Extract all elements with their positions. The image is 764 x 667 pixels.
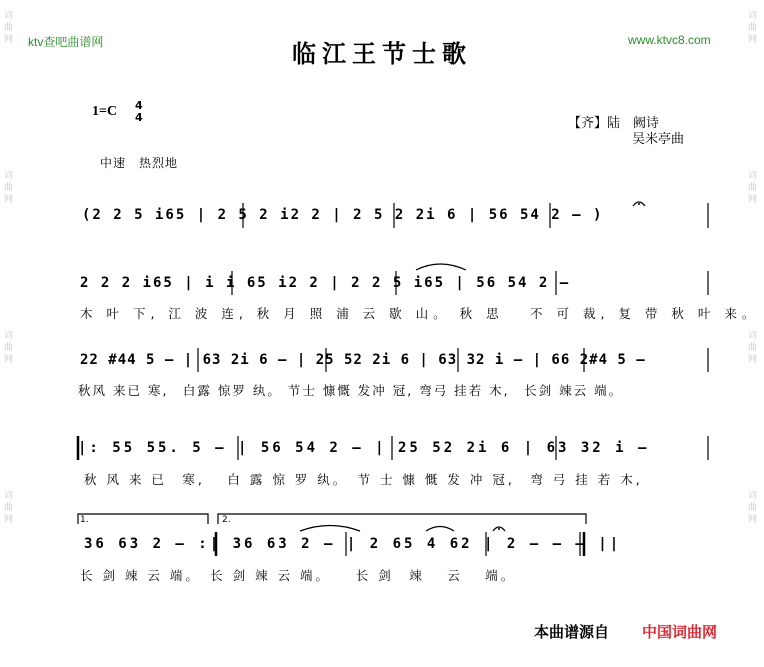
wm-char: 网 xyxy=(4,35,14,45)
wm-char: 网 xyxy=(4,515,14,525)
lyricist-credit: 【齐】陆 阙诗 xyxy=(568,116,660,131)
wm-char: 词 xyxy=(748,171,758,181)
watermark-left-4 xyxy=(4,490,13,526)
wm-char: 曲 xyxy=(4,183,14,193)
score-line-4-notes: |: 55 55. 5 – | 56 54 2 – | 25 52 2i 6 | 63 32 i – xyxy=(78,440,650,456)
composer-credit: 吴米亭曲 xyxy=(632,132,685,147)
wm-char: 网 xyxy=(748,35,758,45)
watermark-right-3 xyxy=(748,330,757,366)
watermark-right-2 xyxy=(748,170,757,206)
watermark-right-4 xyxy=(748,490,757,526)
wm-char: 网 xyxy=(748,515,758,525)
source-site-link[interactable]: 中国词曲网 xyxy=(642,623,718,641)
volta-1-label: 1. xyxy=(80,515,89,525)
wm-char: 词 xyxy=(748,11,758,21)
score-line-5-notes: 36 63 2 – :| 36 63 2 – | 2 65 4 62 | 2 – – – || xyxy=(84,536,622,552)
wm-char: 词 xyxy=(4,331,14,341)
wm-char: 网 xyxy=(748,355,758,365)
wm-char: 曲 xyxy=(748,343,758,353)
wm-char: 网 xyxy=(748,195,758,205)
score-line-3-notes: 22 #44 5 – | 63 2i 6 – | 25 52 2i 6 | 63 32 i – | 66 2#4 5 – xyxy=(80,352,646,368)
site-name-left: ktv查吧曲谱网 xyxy=(28,35,104,49)
source-label: 本曲谱源自 xyxy=(534,623,610,641)
score-line-3-lyrics: 秋风 来已 寒, 白露 惊罗 纨。 节士 慷慨 发冲 冠, 弯弓 挂若 木, 长剑 竦云 端。 xyxy=(78,383,624,398)
score-line-2-lyrics: 木 叶 下, 江 波 连, 秋 月 照 浦 云 歇 山。 秋 思 不 可 裁, 复 带 秋 叶 来。 xyxy=(80,306,760,321)
wm-char: 曲 xyxy=(748,183,758,193)
score-line-4-lyrics: 秋 风 来 已 寒, 白 露 惊 罗 纨。 节 士 慷 慨 发 冲 冠, 弯 弓 挂 若 木, xyxy=(84,472,643,487)
volta-2-label: 2. xyxy=(222,515,231,525)
wm-char: 词 xyxy=(4,171,14,181)
wm-char: 网 xyxy=(4,355,14,365)
page-title: 临江王节士歌 xyxy=(292,40,472,68)
wm-char: 词 xyxy=(4,11,14,21)
wm-char: 网 xyxy=(4,195,14,205)
score-line-5-lyrics: 长 剑 竦 云 端。 长 剑 竦 云 端。 长 剑 竦 云 端。 xyxy=(80,568,517,583)
score-line-2-notes: 2 2 2 i65 | i i 65 i2 2 | 2 2 5 i65 | 56 54 2 – xyxy=(80,275,571,291)
time-signature-bottom: 4 xyxy=(135,111,143,124)
wm-char: 曲 xyxy=(748,503,758,513)
wm-char: 曲 xyxy=(748,23,758,33)
watermark-right-1 xyxy=(748,10,757,46)
score-line-1-notes: (2 2 5 i65 | 2 5 2 i2 2 | 2 5 2 2i 6 | 56 54 2 – ) xyxy=(82,207,604,223)
wm-char: 词 xyxy=(4,491,14,501)
wm-char: 词 xyxy=(748,491,758,501)
time-signature-top: 4 xyxy=(135,99,143,112)
key-signature: 1=C xyxy=(92,104,118,119)
wm-char: 词 xyxy=(748,331,758,341)
watermark-left-1 xyxy=(4,10,13,46)
wm-char: 曲 xyxy=(4,343,14,353)
watermark-left-2 xyxy=(4,170,13,206)
site-url-right: www.ktvc8.com xyxy=(628,33,711,47)
watermark-left-3 xyxy=(4,330,13,366)
tempo-marking: 中速 热烈地 xyxy=(100,156,179,170)
wm-char: 曲 xyxy=(4,23,14,33)
wm-char: 曲 xyxy=(4,503,14,513)
